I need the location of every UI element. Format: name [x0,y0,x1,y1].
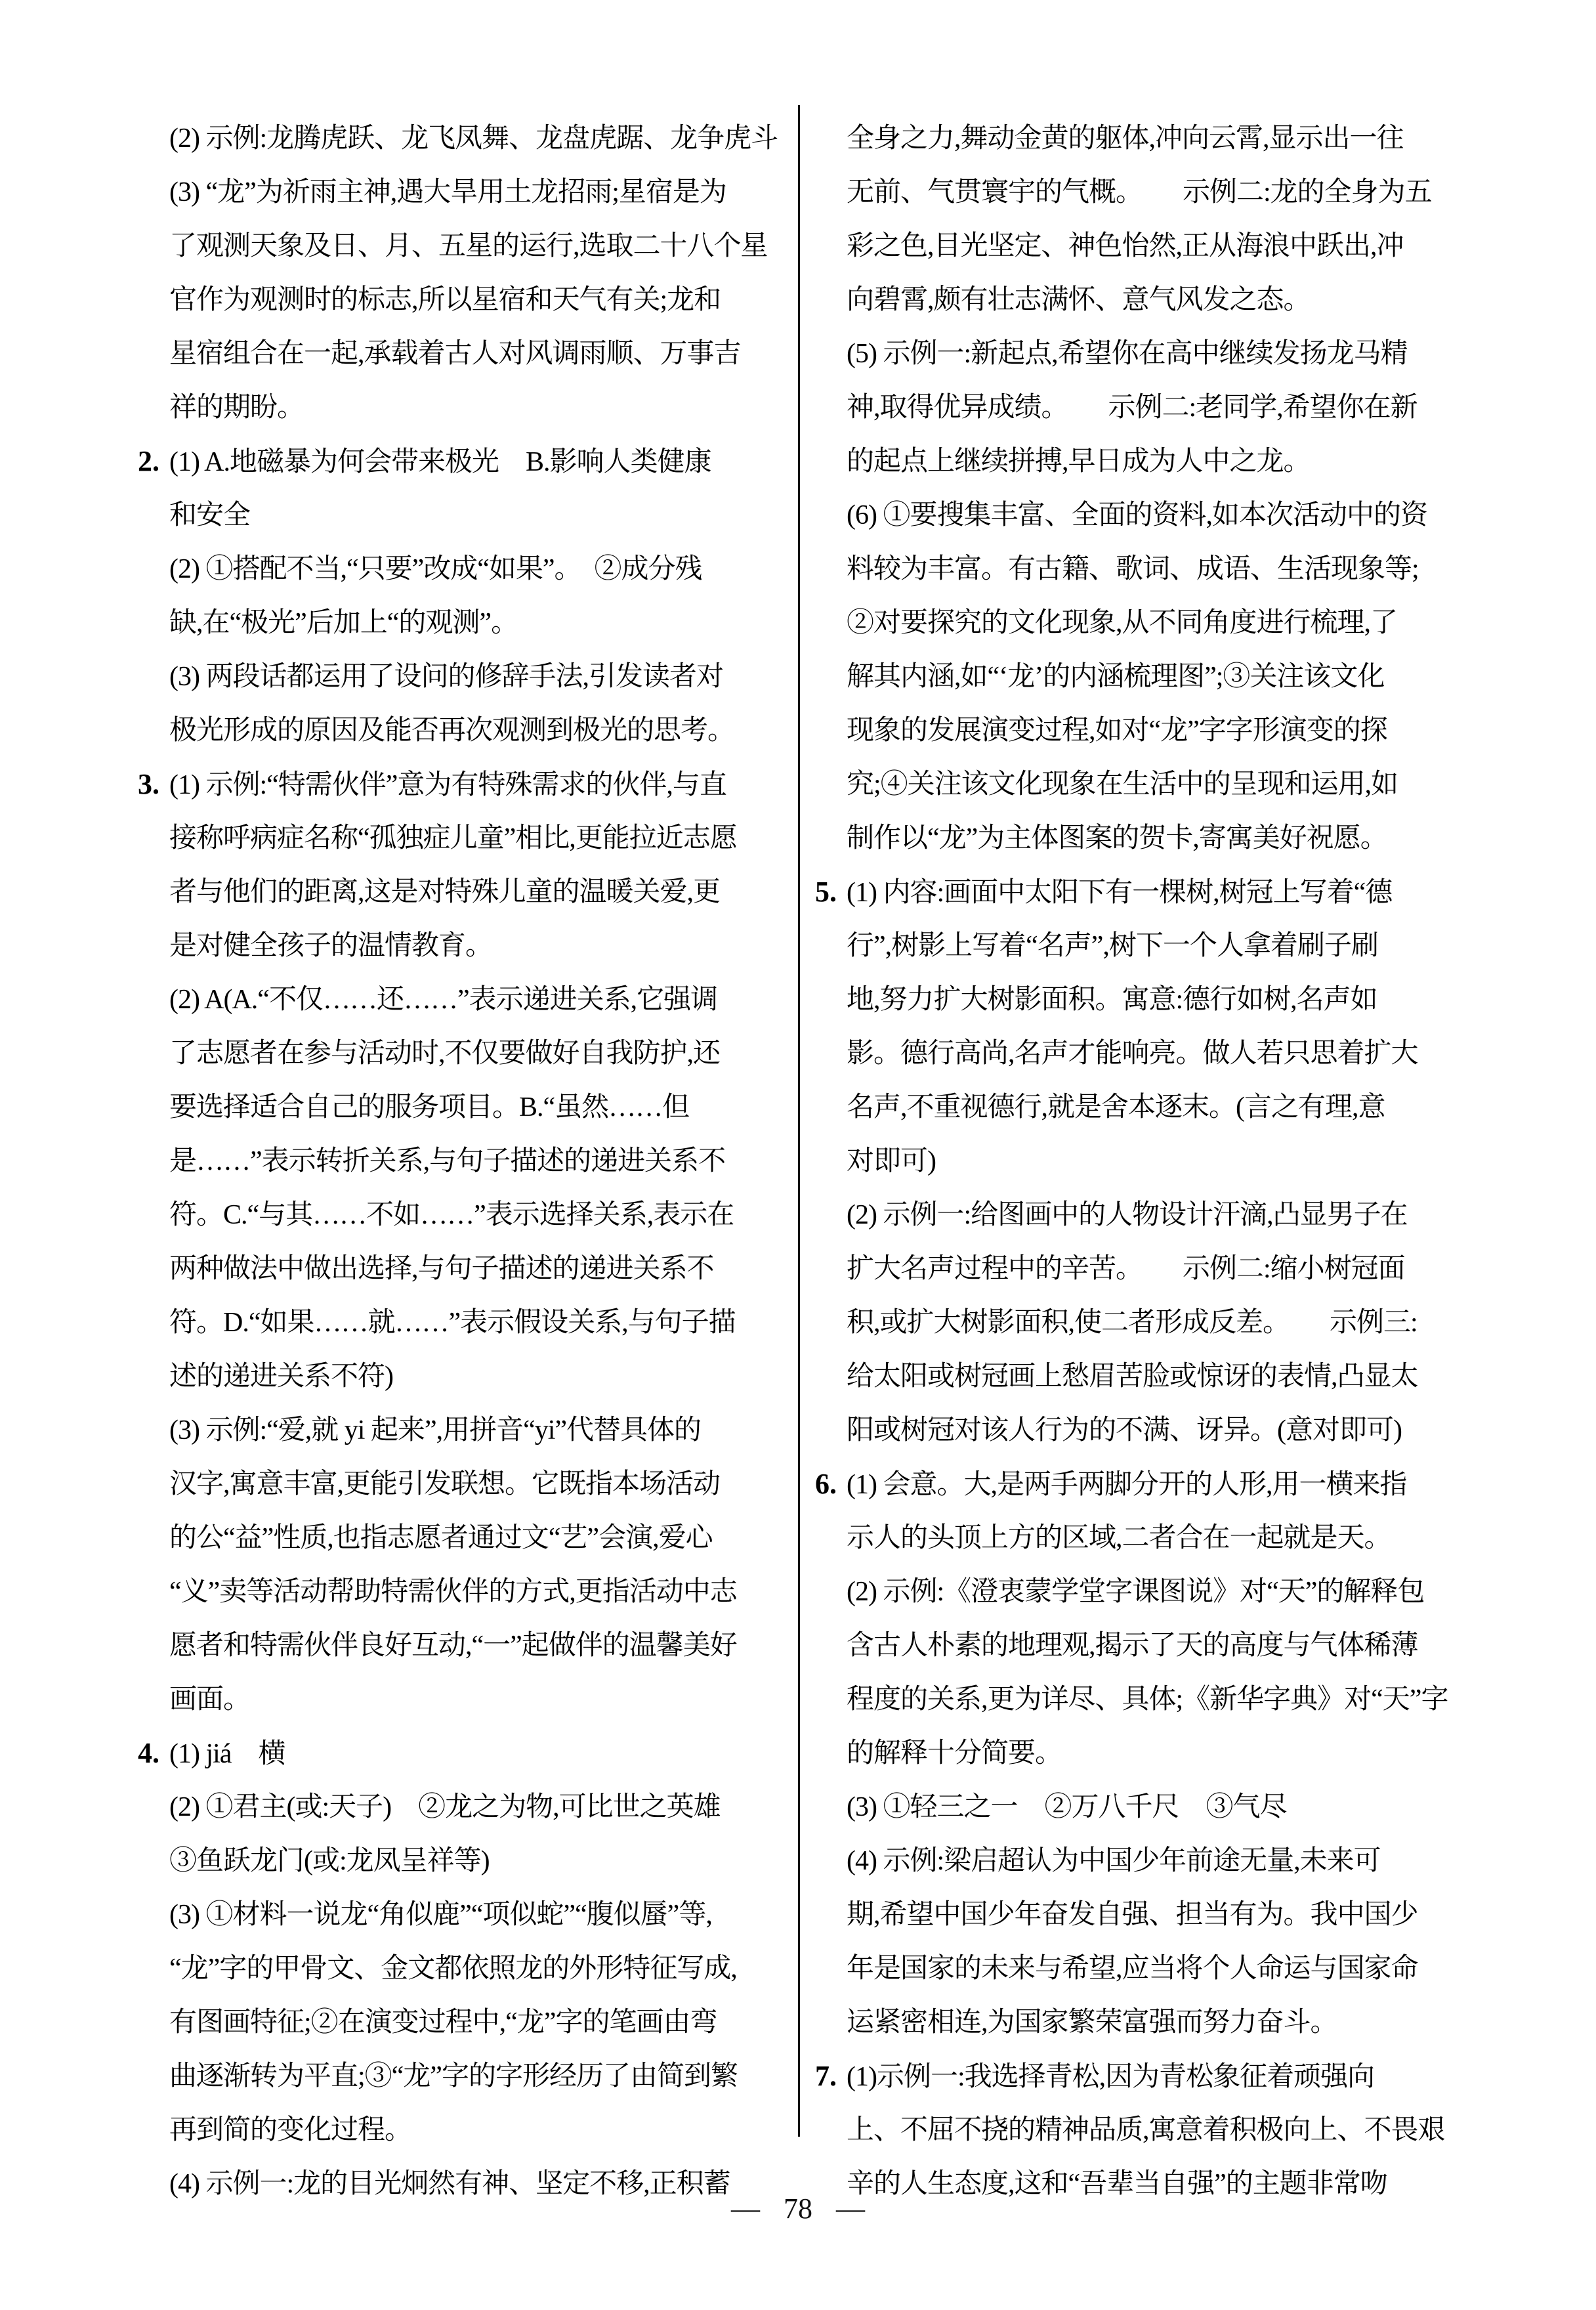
item-number: 7. [815,2060,837,2092]
line-text: 汉字,寓意丰富,更能引发联想。它既指本场活动 [169,1469,721,1499]
answer-line [138,219,801,273]
answer-line [815,327,1478,381]
answer-line [815,1242,1478,1296]
answer-line [815,1188,1478,1242]
answer-line [138,1242,801,1296]
line-text: (1) jiá 横 [169,1739,285,1769]
line-text: 给太阳或树冠画上愁眉苦脸或惊讶的表情,凸显太 [847,1361,1418,1392]
answer-line [138,112,801,165]
answer-line [138,1027,801,1080]
answer-line [815,165,1478,219]
line-text: (1)示例一:我选择青松,因为青松象征着顽强向 [847,2062,1375,2092]
line-text: 期,希望中国少年奋发自强、担当有为。我中国少 [847,1900,1418,1930]
line-text: (2) ①搭配不当,“只要”改成“如果”。 ②成分残 [169,554,702,584]
line-text: 制作以“龙”为主体图案的贺卡,寄寓美好祝愿。 [847,823,1387,853]
answer-line [138,2103,801,2157]
line-text: 者与他们的距离,这是对特殊儿童的温暖关爱,更 [169,877,721,907]
line-text: 扩大名声过程中的辛苦。 示例二:缩小树冠面 [847,1254,1405,1284]
answer-line [815,1673,1478,1726]
line-text: (2) A(A.“不仅……还……”表示递进关系,它强调 [169,985,718,1015]
answer-line [815,758,1478,811]
answer-line [138,1834,801,1888]
answer-line [138,1996,801,2049]
answer-line [138,1511,801,1565]
line-text: 示人的头顶上方的区域,二者合在一起就是天。 [847,1523,1391,1553]
answer-line [815,704,1478,758]
line-text: (6) ①要搜集丰富、全面的资料,如本次活动中的资 [847,500,1427,530]
answer-line [815,1080,1478,1134]
answer-line [138,1942,801,1996]
line-text: “龙”字的甲骨文、金文都依照龙的外形特征写成, [169,1954,737,1984]
line-text: 了观测天象及日、月、五星的运行,选取二十八个星 [169,231,768,261]
item-number: 5. [815,876,837,908]
line-text: (1) 示例:“特需伙伴”意为有特殊需求的伙伴,与直 [169,770,726,800]
line-text: 料较为丰富。有古籍、歌词、成语、生活现象等; [847,554,1419,584]
answer-line [815,112,1478,165]
line-text: (3) “龙”为祈雨主神,遇大旱用土龙招雨;星宿是为 [169,177,726,207]
line-text: (2) 示例一:给图画中的人物设计汗滴,凸显男子在 [847,1200,1408,1230]
answer-line [815,865,1478,919]
answer-line [138,596,801,650]
line-text: 名声,不重视德行,就是舍本逐末。(言之有理,意 [847,1092,1385,1123]
line-text: 画面。 [169,1684,251,1715]
answer-column-left [138,112,801,2211]
answer-line [815,1403,1478,1457]
answer-line [815,919,1478,973]
line-text: 全身之力,舞动金黄的躯体,冲向云霄,显示出一往 [847,123,1404,154]
line-text: 对即可) [847,1146,936,1176]
answer-line [815,1780,1478,1834]
answer-line [815,1350,1478,1403]
answer-line [138,865,801,919]
line-text: 的公“益”性质,也指志愿者通过文“艺”会演,爱心 [169,1523,713,1553]
answer-line [815,1619,1478,1673]
answer-line [138,1350,801,1403]
line-text: 解其内涵,如“‘龙’的内涵梳理图”;③关注该文化 [847,662,1385,692]
answer-line [138,488,801,542]
answer-line [815,1134,1478,1188]
answer-line [815,381,1478,435]
answer-line [138,327,801,381]
answer-line [815,1511,1478,1565]
line-text: (2) 示例:龙腾虎跃、龙飞凤舞、龙盘虎踞、龙争虎斗 [169,123,778,154]
answer-line [815,542,1478,596]
line-text: 上、不屈不挠的精神品质,寓意着积极向上、不畏艰 [847,2115,1445,2145]
line-text: 行”,树影上写着“名声”,树下一个人拿着刷子刷 [847,931,1378,961]
answer-line [138,973,801,1027]
line-text: 辛的人生态度,这和“吾辈当自强”的主题非常吻 [847,2169,1387,2199]
line-text: 官作为观测时的标志,所以星宿和天气有关;龙和 [169,285,721,315]
line-text: (3) 两段话都运用了设问的修辞手法,引发读者对 [169,662,723,692]
line-text: 的解释十分简要。 [847,1738,1062,1768]
page-footer [0,2186,1596,2232]
answer-line [138,1565,801,1619]
line-text: 缺,在“极光”后加上“的观测”。 [169,608,518,638]
line-text: 两种做法中做出选择,与句子描述的递进关系不 [169,1254,714,1284]
answer-line [138,1188,801,1242]
line-text: 究;④关注该文化现象在生活中的呈现和运用,如 [847,769,1398,800]
footer-dash-right: — [836,2192,865,2225]
line-text: 要选择适合自己的服务项目。B.“虽然……但 [169,1092,690,1123]
answer-line [815,973,1478,1027]
line-text: 有图画特征;②在演变过程中,“龙”字的笔画由弯 [169,2007,717,2038]
line-text: (2) ①君主(或:天子) ②龙之为物,可比世之英雄 [169,1792,721,1822]
answer-line [138,273,801,327]
item-number: 4. [138,1737,159,1769]
footer-dash-left: — [731,2192,760,2225]
answer-line [138,704,801,758]
answer-line [815,811,1478,865]
line-text: 曲逐渐转为平直;③“龙”字的字形经历了由简到繁 [169,2061,738,2091]
line-text: 含古人朴素的地理观,揭示了天的高度与气体稀薄 [847,1631,1418,1661]
answer-line [815,650,1478,704]
answer-line [138,1673,801,1726]
item-number: 6. [815,1468,837,1500]
line-text: (5) 示例一:新起点,希望你在高中继续发扬龙马精 [847,339,1408,369]
answer-line [138,919,801,973]
answer-line [138,1726,801,1780]
line-text: (3) ①轻三之一 ②万八千尺 ③气尽 [847,1792,1287,1822]
answer-line [138,1619,801,1673]
answer-line [815,2049,1478,2103]
item-number: 2. [138,445,159,477]
line-text: (1) 会意。大,是两手两脚分开的人形,用一横来指 [847,1470,1407,1500]
line-text: (1) A.地磁暴为何会带来极光 B.影响人类健康 [169,447,711,477]
line-text: ②对要探究的文化现象,从不同角度进行梳理,了 [847,608,1398,638]
answer-line [815,1942,1478,1996]
answer-line [138,2049,801,2103]
column-divider [798,105,800,2137]
answer-line [815,1027,1478,1080]
line-text: 符。C.“与其……不如……”表示选择关系,表示在 [169,1200,734,1230]
line-text: 阳或树冠对该人行为的不满、讶异。(意对即可) [847,1415,1402,1445]
answer-line [138,1888,801,1942]
answer-line [138,811,801,865]
answer-line [138,650,801,704]
answer-line [815,1996,1478,2049]
item-number: 3. [138,768,159,800]
line-text: 的起点上继续拼搏,早日成为人中之龙。 [847,446,1311,477]
line-text: 地,努力扩大树影面积。寓意:德行如树,名声如 [847,985,1377,1015]
line-text: 和安全 [169,500,251,530]
line-text: 积,或扩大树影面积,使二者形成反差。 示例三: [847,1308,1418,1338]
line-text: (3) 示例:“爱,就 yi 起来”,用拼音“yi”代替具体的 [169,1415,702,1445]
line-text: 无前、气贯寰宇的气概。 示例二:龙的全身为五 [847,177,1432,207]
answer-line [138,1403,801,1457]
line-text: 年是国家的未来与希望,应当将个人命运与国家命 [847,1954,1418,1984]
answer-line [815,2103,1478,2157]
answer-line [815,1457,1478,1511]
line-text: 程度的关系,更为详尽、具体;《新华字典》对“天”字 [847,1684,1448,1715]
answer-line [138,758,801,811]
line-text: (4) 示例:梁启超认为中国少年前途无量,未来可 [847,1846,1381,1876]
line-text: ③鱼跃龙门(或:龙凤呈祥等) [169,1846,490,1876]
answer-line [138,1134,801,1188]
answer-line [138,1780,801,1834]
answer-line [815,488,1478,542]
answer-line [138,1296,801,1350]
line-text: 彩之色,目光坚定、神色怡然,正从海浪中跃出,冲 [847,231,1404,261]
line-text: 神,取得优异成绩。 示例二:老同学,希望你在新 [847,393,1418,423]
answer-line [138,542,801,596]
answer-line [815,273,1478,327]
page-number: 78 [784,2192,812,2225]
line-text: 是……”表示转折关系,与句子描述的递进关系不 [169,1146,726,1176]
answer-line [138,1080,801,1134]
answer-line [815,1726,1478,1780]
line-text: 了志愿者在参与活动时,不仅要做好自我防护,还 [169,1038,721,1069]
line-text: 影。德行高尚,名声才能响亮。做人若只思着扩大 [847,1038,1418,1069]
answer-line [815,1565,1478,1619]
answer-line [138,381,801,435]
line-text: 愿者和特需伙伴良好互动,“一”起做伴的温馨美好 [169,1631,737,1661]
line-text: (1) 内容:画面中太阳下有一棵树,树冠上写着“德 [847,878,1393,908]
answer-line [815,596,1478,650]
answer-line [815,1296,1478,1350]
line-text: 现象的发展演变过程,如对“龙”字字形演变的探 [847,716,1387,746]
line-text: 接称呼病症名称“孤独症儿童”相比,更能拉近志愿 [169,823,737,853]
line-text: 祥的期盼。 [169,393,304,423]
answer-line [815,435,1478,488]
line-text: 符。D.“如果……就……”表示假设关系,与句子描 [169,1308,736,1338]
answer-line [138,435,801,488]
line-text: 运紧密相连,为国家繁荣富强而努力奋斗。 [847,2007,1337,2038]
answer-line [815,219,1478,273]
answer-column-right [815,112,1478,2211]
answer-line [138,165,801,219]
line-text: (3) ①材料一说龙“角似鹿”“项似蛇”“腹似蜃”等, [169,1900,712,1930]
line-text: 述的递进关系不符) [169,1361,393,1392]
line-text: “义”卖等活动帮助特需伙伴的方式,更指活动中志 [169,1577,737,1607]
answer-line [815,1888,1478,1942]
line-text: 向碧霄,颇有壮志满怀、意气风发之态。 [847,285,1311,315]
answer-line [138,1457,801,1511]
line-text: 再到简的变化过程。 [169,2115,412,2145]
line-text: (4) 示例一:龙的目光炯然有神、坚定不移,正积蓄 [169,2169,730,2199]
line-text: (2) 示例:《澄衷蒙学堂字课图说》对“天”的解释包 [847,1577,1425,1607]
answer-line [815,1834,1478,1888]
line-text: 是对健全孩子的温情教育。 [169,931,493,961]
line-text: 星宿组合在一起,承载着古人对风调雨顺、万事吉 [169,339,741,369]
line-text: 极光形成的原因及能否再次观测到极光的思考。 [169,716,735,746]
